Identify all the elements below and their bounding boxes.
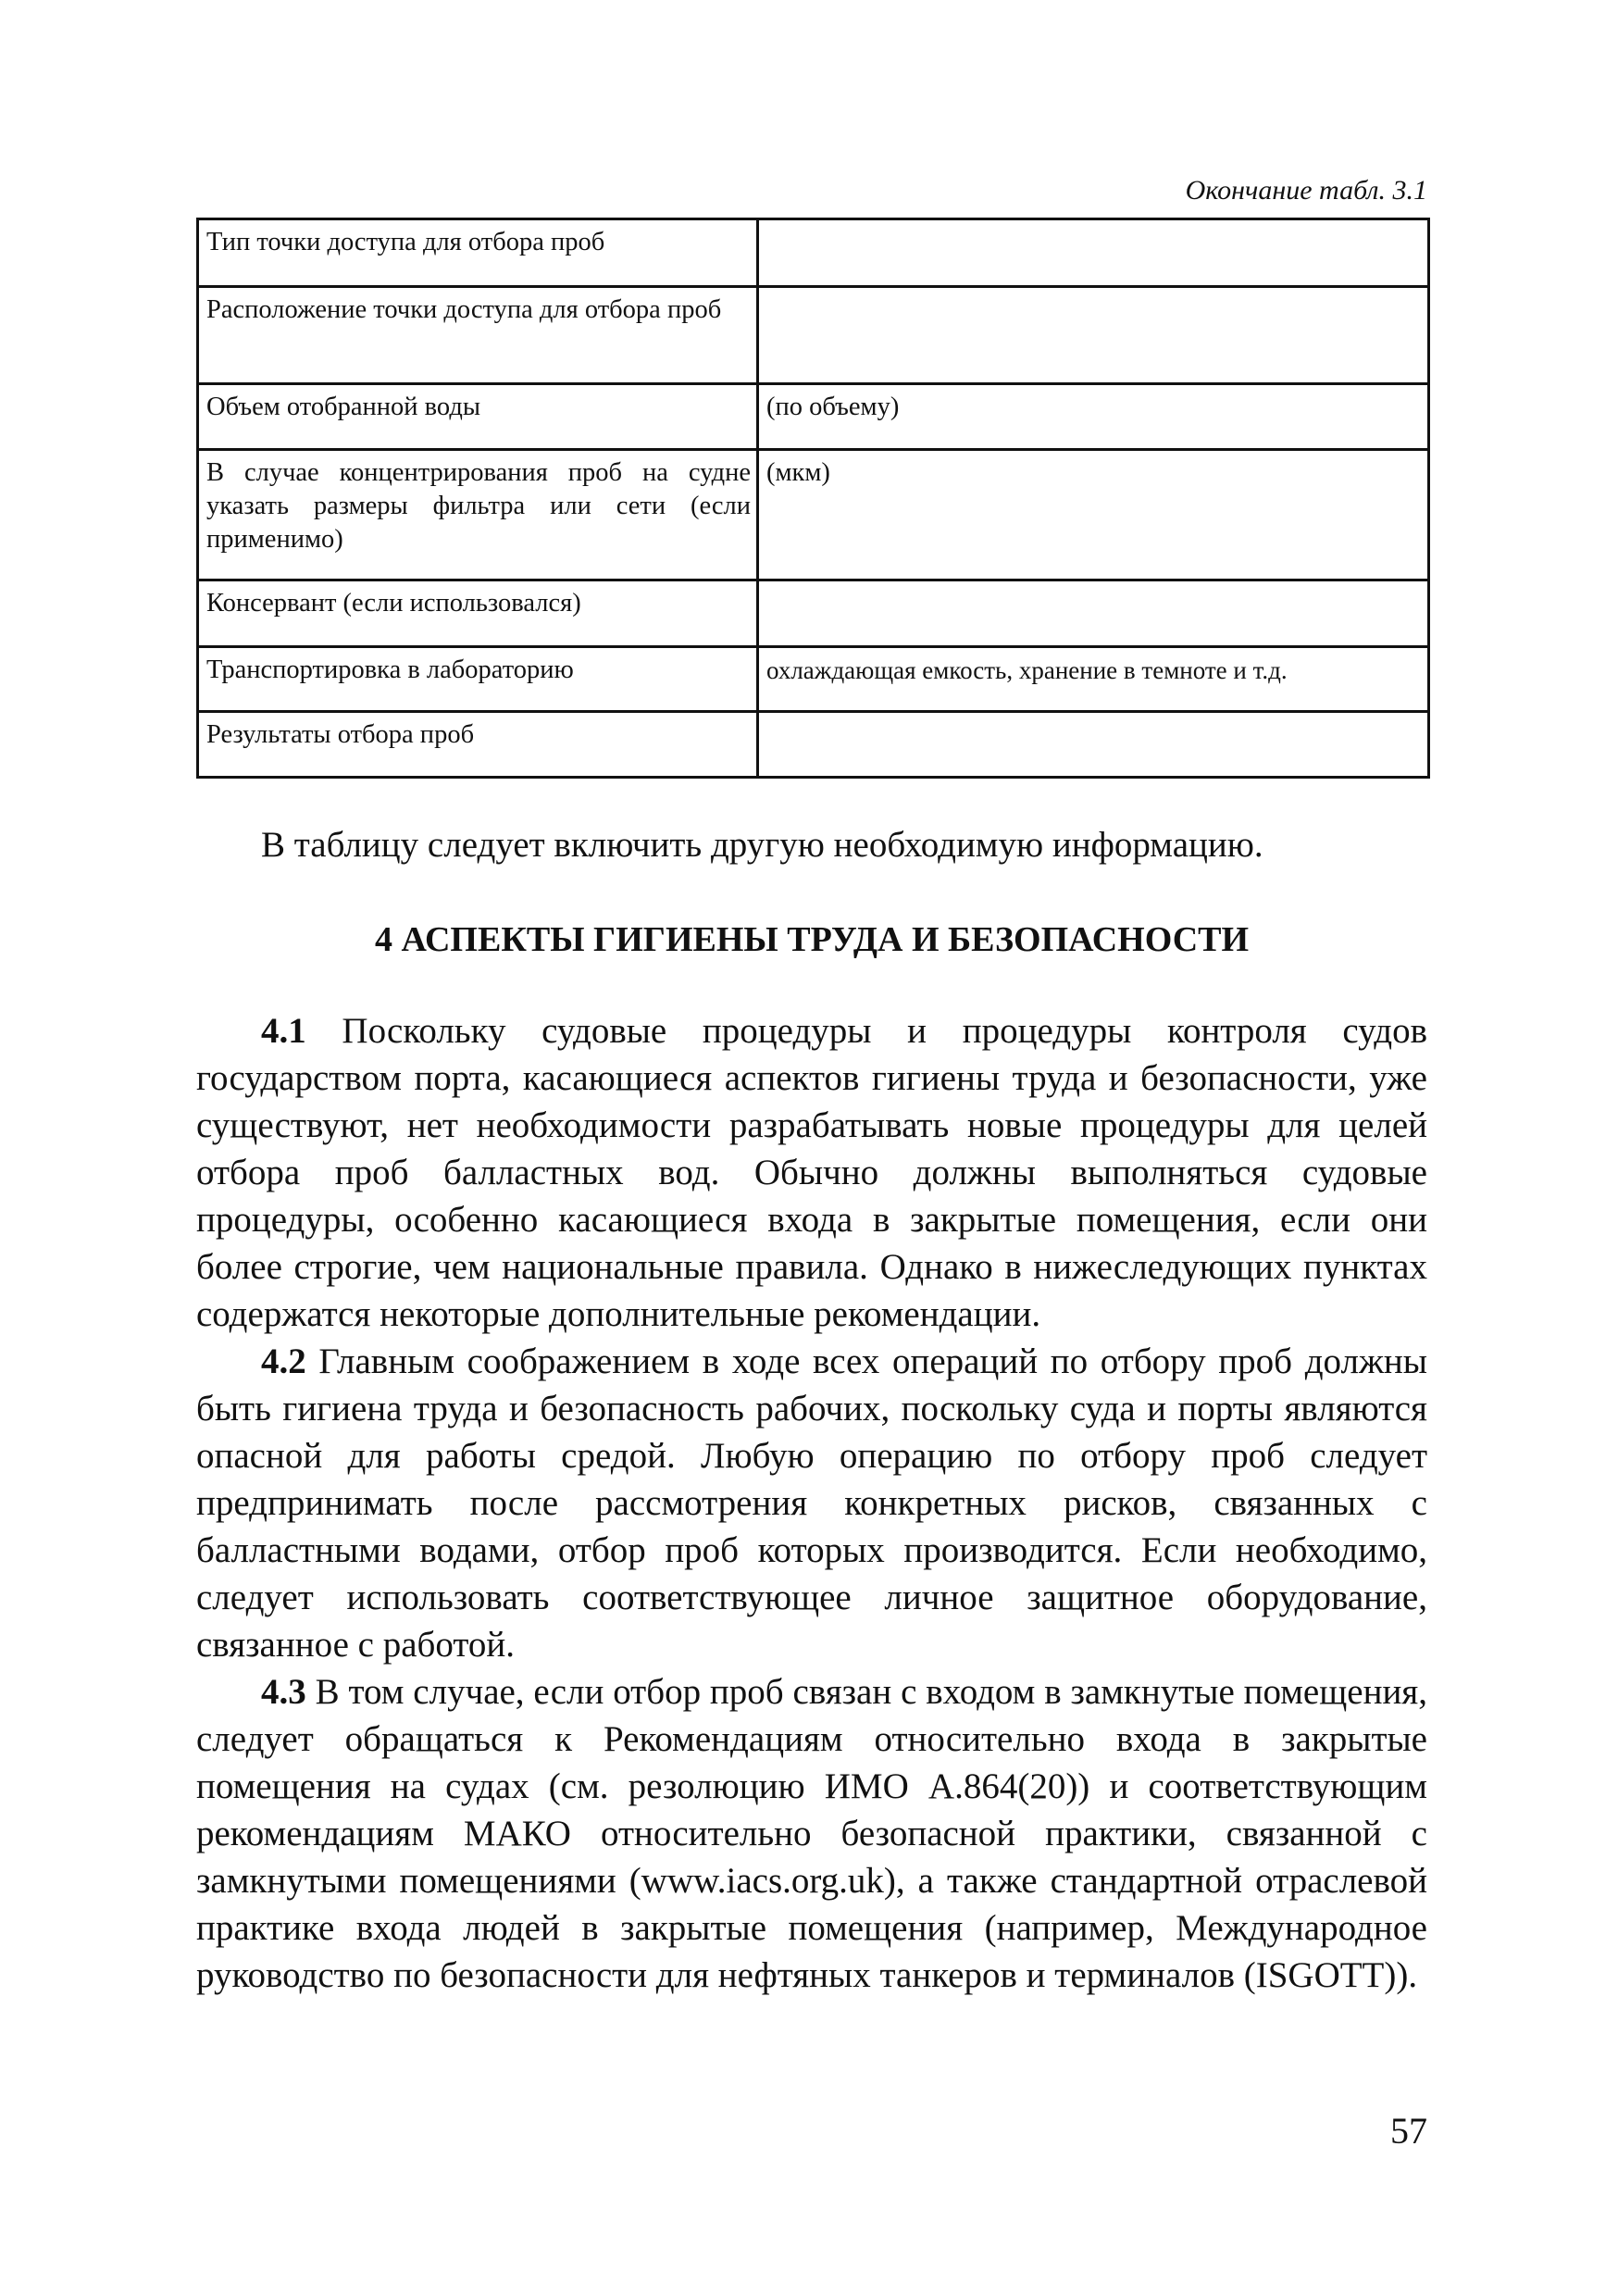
paragraph-text: Поскольку судовые процедуры и процедуры контроля судов государством порта, касающиеся аспектов гигиены труда и безопасности, уже существуют, нет необходимости разрабатывать новые процедуры для целей отбора проб балластных вод. Обычно должны выполняться судовые процедуры, особенно касающиеся входа в закрытые помещения, если они более строгие, чем национальные правила. Однако в нижеследующих пунктах содержатся некоторые дополнительные рекомендации. (196, 1011, 1427, 1334)
row-value-results (758, 712, 1429, 778)
section-body (196, 1007, 1427, 1999)
table-row (198, 287, 1429, 384)
paragraph-4-2 (196, 1338, 1427, 1668)
table-row (198, 219, 1429, 287)
row-label-preservative: Консервант (если использовался) (198, 580, 758, 647)
table-row (198, 450, 1429, 580)
row-value-transport: охлаждающая емкость, хранение в темноте и т.д. (758, 647, 1429, 712)
document-page (196, 0, 1427, 2296)
row-value-water-volume: (по объему) (758, 384, 1429, 450)
row-label-transport: Транспортировка в лабораторию (198, 647, 758, 712)
section-title: 4 АСПЕКТЫ ГИГИЕНЫ ТРУДА И БЕЗОПАСНОСТИ (374, 920, 1250, 959)
row-label-access-point-location: Расположение точки доступа для отбора проб (198, 287, 758, 384)
paragraph-text: В том случае, если отбор проб связан с входом в замкнутые помещения, следует обращаться к Рекомендациям относительно входа в закрытые помещения на судах (см. резолюцию ИМО А.864(20)) и соответствующим рекомендациям МАКО относительно безопасной практики, связанной с замкнутыми помещениями (www.iacs.org.uk), а также стандартной отраслевой практике входа людей в закрытые помещения (например, Международное руководство по безопасности для нефтяных танкеров и терминалов (ISGOTT)). (196, 1672, 1428, 1995)
paragraph-number: 4.1 (261, 1011, 306, 1051)
row-value-access-point-location (758, 287, 1429, 384)
table-row (198, 580, 1429, 647)
row-label-access-point-type: Тип точки доступа для отбора проб (198, 219, 758, 287)
paragraph-number: 4.2 (261, 1341, 306, 1381)
row-label-filter-size: В случае концентрирования проб на судне указать размеры фильтра или сети (если применимо) (198, 450, 758, 580)
table-row (198, 384, 1429, 450)
row-value-access-point-type (758, 219, 1429, 287)
paragraph-4-3 (196, 1668, 1427, 1999)
row-label-water-volume: Объем отобранной воды (198, 384, 758, 450)
table-row (198, 712, 1429, 778)
table-note: В таблицу следует включить другую необходимую информацию. (261, 825, 1263, 865)
row-label-results: Результаты отбора проб (198, 712, 758, 778)
row-value-filter-size: (мкм) (758, 450, 1429, 580)
paragraph-number: 4.3 (261, 1672, 306, 1712)
paragraph-4-1 (196, 1007, 1427, 1338)
table-row (198, 647, 1429, 712)
sampling-data-table (196, 218, 1430, 779)
row-value-preservative (758, 580, 1429, 647)
table-caption: Окончание табл. 3.1 (1185, 175, 1427, 206)
paragraph-text: Главным соображением в ходе всех операций по отбору проб должны быть гигиена труда и безопасность рабочих, поскольку суда и порты являются опасной для работы средой. Любую операцию по отбору проб следует предпринимать после рассмотрения конкретных рисков, связанных с балластными водами, отбор проб которых производится. Если необходимо, следует использовать соответствующее личное защитное оборудование, связанное с работой. (196, 1341, 1428, 1665)
page-number: 57 (1390, 2110, 1427, 2152)
